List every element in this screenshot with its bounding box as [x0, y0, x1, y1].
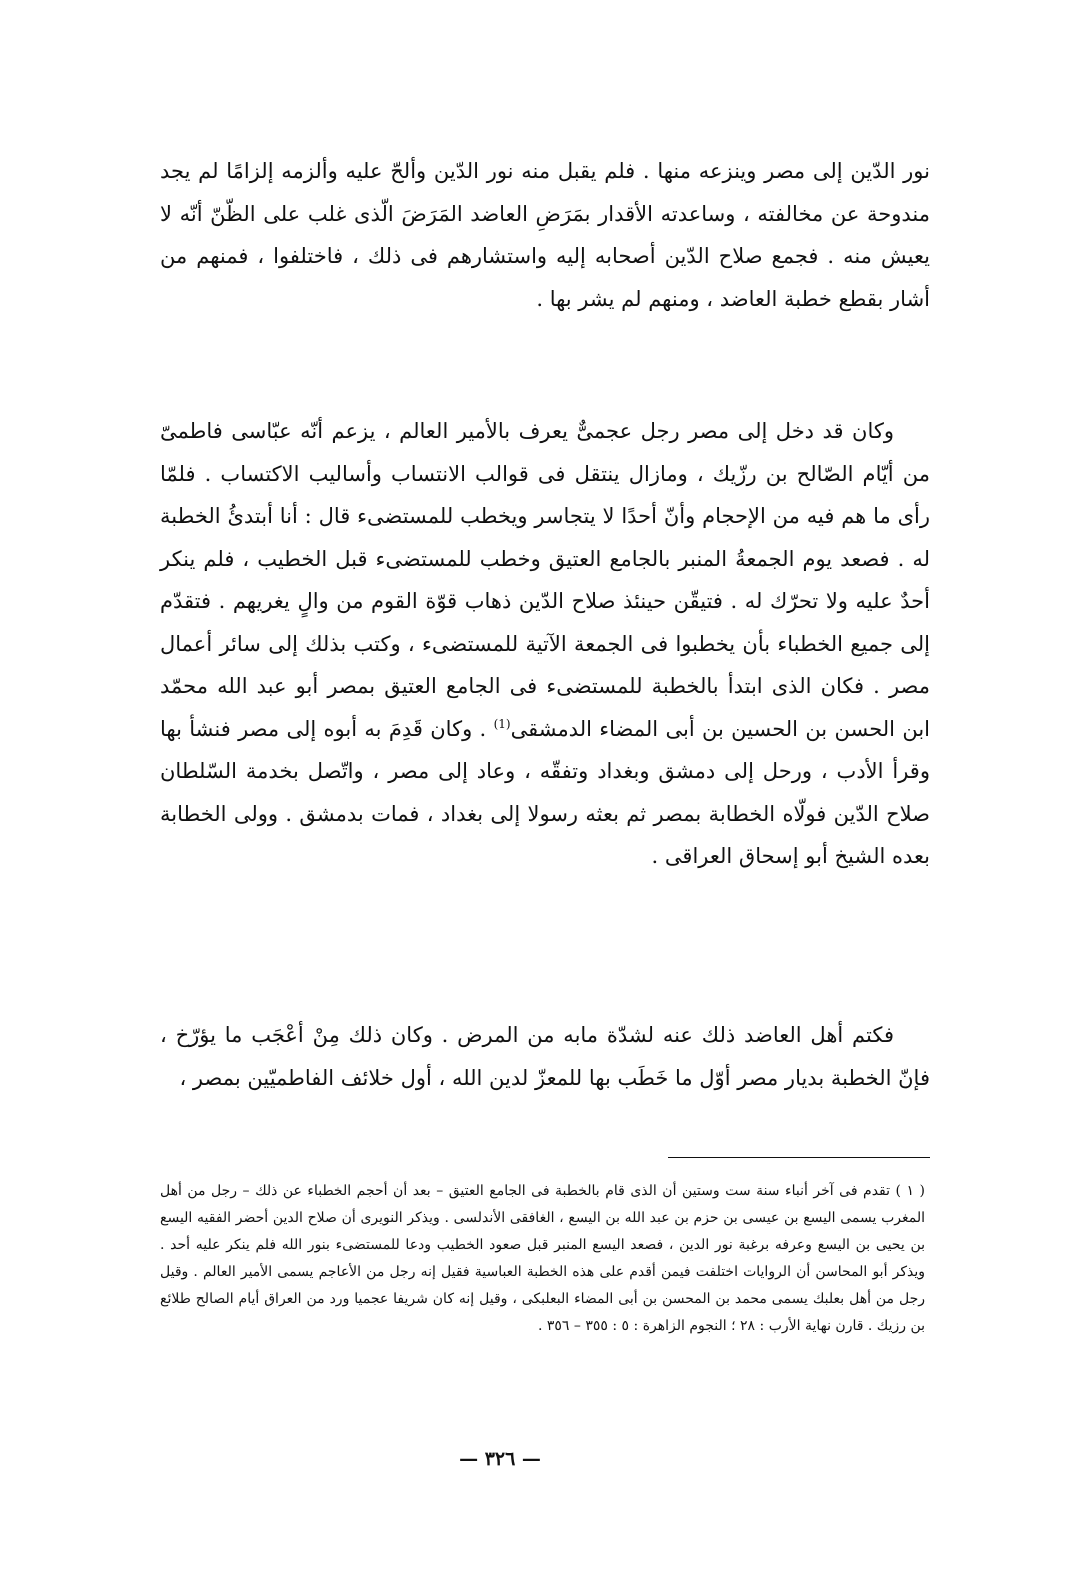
paragraph-2-text: وكان قد دخل إلى مصر رجل عجمىٌّ يعرف بالأمير العالم ، يزعم أنّه عبّاسى فاطمىّ من أيّام الصّالح بن رزّيك ، ومازال ينتقل فى قوالب الانتساب وأساليب الاكتساب . فلمّا رأى ما هم فيه من الإحجام وأنّ أحدًا لا يتجاسر ويخطب للمستضىء قال : أنا أبتدئُ الخطبة له . فصعد يوم الجمعةُ المنبر بالجامع العتيق وخطب للمستضىء قبل الخطيب ، فلم ينكر أحدٌ عليه ولا تحرّك له . فتيقّن حينئذ صلاح الدّين ذهاب قوّة القوم من والٍ يغريهم . فتقدّم إلى جميع الخطباء بأن يخطبوا فى الجمعة الآتية للمستضىء ، وكتب بذلك إلى سائر أعمال مصر . فكان الذى ابتدأ بالخطبة للمستضىء فى الجامع العتيق بمصر أبو عبد الله محمّد ابن الحسن بن الحسين بن أبى المضاء الدمشقى: [160, 419, 930, 741]
footnote: ( ١ ) تقدم فى آخر أنباء سنة ست وستين أن الذى قام بالخطبة فى الجامع العتيق – بعد أن أحجم الخطباء عن ذلك – رجل من أهل المغرب يسمى اليسع بن عيسى بن حزم بن عبد الله بن اليسع ، الغافقى الأندلسى . ويذكر النويرى أن صلاح الدين أحضر الفقيه اليسع بن يحيى بن اليسع وعرفه برغبة نور الدين ، فصعد اليسع المنبر قبل صعود الخطيب ودعا للمستضىء بنور الله فلم ينكر عليه أحد . ويذكر أبو المحاسن أن الروايات اختلفت فيمن أقدم على هذه الخطبة العباسية فقيل إنه رجل من الأعاجم يسمى الأمير العالم . وقيل رجل من أهل بعلبك يسمى محمد بن المحسن بن أبى المضاء البعلبكى ، وقيل إنه كان شريفا عجميا ورد من العراق أيام الصالح طلائع بن رزيك . قارن نهاية الأرب : ٢٨ ؛ النجوم الزاهرة : ٥ : ٣٥٥ – ٣٥٦ .: [160, 1183, 925, 1334]
paragraph-2: [160, 410, 930, 878]
page-number: — ٣٢٦ —: [459, 1448, 541, 1470]
footnote-reference[interactable]: (1): [493, 716, 511, 731]
footnote-separator: [668, 1157, 930, 1158]
paragraph-1: نور الدّين إلى مصر وينزعه منها . فلم يقبل منه نور الدّين وألحّ عليه وألزمه إلزامًا لم يجد مندوحة عن مخالفته ، وساعدته الأقدار بمَرَضِ العاضد المَرَضَ الّذى غلب على الظّنّ أنّه لا يعيش منه . فجمع صلاح الدّين أصحابه إليه واستشارهم فى ذلك ، فاختلفوا ، فمنهم من أشار بقطع خطبة العاضد ، ومنهم لم يشر بها .: [160, 159, 930, 311]
paragraph-3: فكتم أهل العاضد ذلك عنه لشدّة مابه من المرض . وكان ذلك مِنْ أعْجَب ما يؤرّخ ، فإنّ الخطبة بديار مصر أوّل ما خَطَب بها للمعزّ لدين الله ، أول خلائف الفاطميّين بمصر ،: [160, 1023, 930, 1090]
paragraph-2-continuation: . وكان قَدِمَ به أبوه إلى مصر فنشأ بها وقرأ الأدب ، ورحل إلى دمشق وبغداد وتفقّه ، وعاد إلى مصر ، واتّصل بخدمة السّلطان صلاح الدّين فولّاه الخطابة بمصر ثم بعثه رسولا إلى بغداد ، فمات بدمشق . وولى الخطابة بعده الشيخ أبو إسحاق العراقى .: [160, 716, 930, 868]
